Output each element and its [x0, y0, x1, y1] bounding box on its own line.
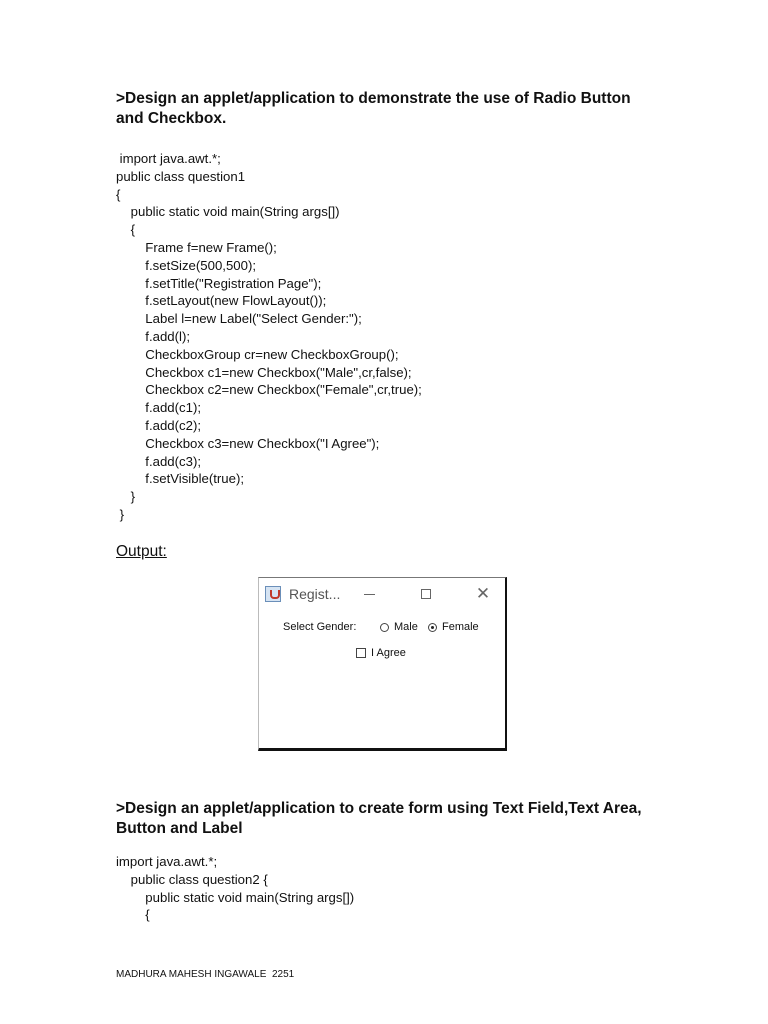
- male-radio-button[interactable]: [380, 623, 389, 632]
- section1-code-block: [116, 150, 422, 524]
- agree-checkbox-label[interactable]: I Agree: [371, 647, 406, 659]
- code-line: f.add(c3);: [116, 453, 202, 469]
- section2-heading-line2: Button and Label: [116, 820, 243, 837]
- code-line: Frame f=new Frame();: [116, 239, 277, 255]
- code-line: public static void main(String args[]): [116, 889, 355, 905]
- minimize-icon[interactable]: [359, 585, 379, 603]
- maximize-icon[interactable]: [416, 585, 436, 603]
- section2-code-block: [116, 853, 354, 924]
- code-line: public static void main(String args[]): [116, 204, 340, 220]
- code-line: Checkbox c3=new Checkbox("I Agree");: [116, 435, 380, 451]
- page-footer: MADHURA MAHESH INGAWALE 2251: [116, 969, 295, 980]
- code-line: f.add(c1);: [116, 400, 202, 416]
- code-line: {: [116, 222, 136, 238]
- section2-heading-line1: >Design an applet/application to create form using Text Field,Text Area,: [116, 800, 642, 817]
- section2-heading: [116, 799, 676, 839]
- female-radio-button[interactable]: [428, 623, 437, 632]
- code-line: Checkbox c1=new Checkbox("Male",cr,false);: [116, 364, 412, 380]
- code-line: f.setLayout(new FlowLayout());: [116, 293, 327, 309]
- output-window: [258, 577, 507, 751]
- code-line: Label l=new Label("Select Gender:");: [116, 311, 362, 327]
- code-line: }: [116, 489, 136, 505]
- window-title: Regist...: [289, 586, 341, 602]
- agree-checkbox[interactable]: [356, 648, 366, 658]
- code-line: public class question1: [116, 168, 246, 184]
- female-radio-label[interactable]: Female: [442, 621, 479, 633]
- code-line: CheckboxGroup cr=new CheckboxGroup();: [116, 346, 399, 362]
- code-line: import java.awt.*;: [116, 151, 221, 166]
- code-line: Checkbox c2=new Checkbox("Female",cr,true);: [116, 382, 422, 398]
- code-line: f.setVisible(true);: [116, 471, 245, 487]
- code-line: }: [116, 506, 125, 522]
- code-line: {: [116, 186, 121, 202]
- section1-heading-line2: and Checkbox.: [116, 110, 227, 127]
- output-label: Output:: [116, 543, 167, 560]
- code-line: f.add(l);: [116, 328, 191, 344]
- java-app-icon: [265, 586, 281, 602]
- male-radio-label[interactable]: Male: [394, 621, 418, 633]
- code-line: f.add(c2);: [116, 417, 202, 433]
- code-line: {: [116, 907, 150, 923]
- code-line: public class question2 {: [116, 871, 268, 887]
- window-titlebar: [259, 578, 505, 610]
- gender-label: Select Gender:: [283, 621, 357, 633]
- section1-heading-line1: >Design an applet/application to demonstrate the use of Radio Button: [116, 90, 631, 107]
- code-line: f.setTitle("Registration Page");: [116, 275, 322, 291]
- close-icon[interactable]: ✕: [475, 584, 491, 603]
- code-line: import java.awt.*;: [116, 854, 218, 869]
- section1-heading: [116, 89, 676, 129]
- code-line: f.setSize(500,500);: [116, 257, 257, 273]
